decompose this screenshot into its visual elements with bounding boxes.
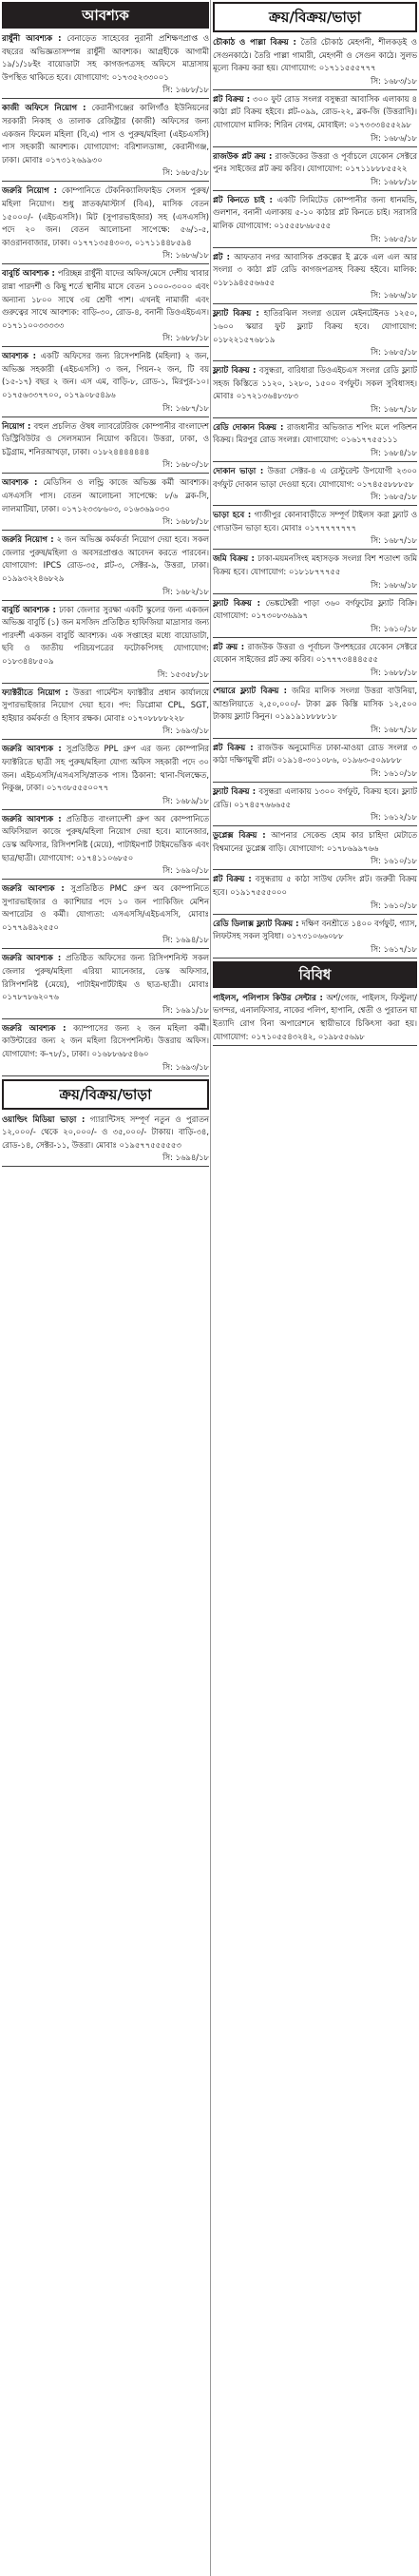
ad-separator	[213, 549, 417, 550]
ad-lead: জরুরি আবশ্যক :	[2, 883, 65, 894]
ad-body	[213, 992, 417, 1043]
ad-lead: প্লট বিক্রয় :	[213, 93, 251, 104]
ad-separator	[213, 782, 417, 783]
ad-lead: রাজউক প্লট ক্রয় :	[213, 150, 273, 161]
ad-body	[213, 552, 417, 578]
ad-code: সি: ১৬৮৬/১৮	[371, 290, 417, 300]
ad-body	[2, 1114, 209, 1152]
ad-text: রাজউক অনুমোদিত ঢাকা-মাওয়া রোড সংলগ্ন ৩ কাঠা দক্ষিণমুখী প্লট। ০১৯১৪-৩০১০৮৬, ০১৯৬৩-৫০৯৮৮৮	[213, 742, 418, 765]
classified-ad	[2, 533, 209, 600]
ad-lead: ফ্ল্যাট বিক্রয় :	[213, 597, 260, 608]
ad-separator	[213, 869, 417, 870]
ad-code: সি: ১৬৮৬/১৮	[162, 250, 209, 261]
ad-text: বসুন্ধরা এলাকায় ১৩০০ বর্গফুট, বিক্রয় হবে। ফ্ল্যাট রেডি। ০১৭৪৫৭৬৬৬৫৫	[213, 785, 417, 809]
classified-ad	[213, 992, 417, 1046]
classified-ad	[2, 420, 209, 475]
ad-body	[213, 194, 417, 233]
ad-text: হাতিরঝিল সংলগ্ন ওয়েল মেইনটেইনড ১২৫০, ১৬০০ স্কয়ার ফুট ফ্ল্যাট বিক্রয় হবে। যোগাযোগ: ০১৮২২১৫৭৬৮১৯	[213, 308, 417, 344]
ad-code: সি: ১৬৯৪/১৮	[162, 1152, 209, 1163]
ad-body	[2, 267, 209, 332]
ad-body	[213, 742, 417, 767]
ad-text: রাজউক উত্তরা ও পূর্বাচল উপশহরের যেকোন সেক্টরে যেকোন সাইজের প্লট ক্রয় করিব। ০১৭৭৭৩৪৪৪৫৫৫	[213, 641, 417, 665]
ad-body	[2, 604, 209, 668]
ad-body	[213, 36, 417, 75]
ad-code: সি: ১৬১০/১৮	[371, 623, 417, 633]
ad-separator	[2, 683, 209, 684]
ad-lead: জরুরি আবশ্যক :	[2, 813, 62, 823]
ad-separator	[2, 346, 209, 347]
ad-body	[213, 597, 417, 623]
ad-body	[2, 533, 209, 585]
ad-code: সি: ১৬৮৫/১৮	[162, 167, 209, 178]
ad-lead: জমি বিক্রয় :	[213, 553, 255, 564]
ad-text: দক্ষিণ বনশ্রীতে ১৪০০ বর্গফুট, গ্যাস, লিফটসহ সকল সুবিধা। ০১৭৩১০৬৬০৮৮	[213, 918, 417, 941]
ad-separator	[213, 738, 417, 739]
ad-lead: পাইলস, পলিপাস কিউর সেন্টার :	[213, 992, 323, 1002]
section-header-wanted: আবশ্যক	[2, 2, 209, 29]
classified-ad	[2, 952, 209, 1018]
ad-text: ২ জন অভিজ্ঞ কর্মকর্তা নিয়োগ দেয়া হবে। সকল জেলার পুরুষ/মহিলা ও অবসরপ্রাপ্তও আবেদন করতে পারবেন। যোগাযোগ: IPCS রোড-৩৫, প্লট-৩, সেক্টর-৯, উত্তরা, ঢাকা। ০১৯৯৩২২৪৬৮২৯	[2, 534, 209, 583]
ad-text: জমির মালিক সংলগ্ন উত্তরা বাউনিয়া, আশুলিয়াতে ২,৫০,০০০/- টাকা ব্লক কিস্তি মাসিক ১২,৫০০ টাকায় ফ্ল্যাট কিনুন। ০১৯১৯১৮৮৮৮১৮	[213, 686, 417, 722]
classified-ad	[2, 1022, 209, 1076]
ad-lead: ফ্ল্যাট বিক্রয় :	[213, 365, 257, 376]
ad-separator	[2, 1018, 209, 1019]
ad-separator	[213, 505, 417, 506]
ad-separator	[213, 417, 417, 418]
ad-separator	[213, 89, 417, 90]
ad-body	[213, 93, 417, 132]
ad-body	[213, 364, 417, 403]
ad-separator	[213, 247, 417, 248]
buy-sell-ads-list	[213, 36, 417, 959]
ad-lead: নিয়োগ :	[2, 420, 31, 431]
ad-separator	[213, 681, 417, 682]
ad-lead: জরুরি আবশ্যক :	[2, 953, 62, 963]
ad-separator	[2, 600, 209, 601]
ad-separator	[2, 948, 209, 949]
ad-separator	[2, 739, 209, 740]
classified-ad	[213, 150, 417, 191]
ad-lead: ফ্ল্যাট বিক্রয় :	[213, 308, 259, 319]
ad-body	[2, 420, 209, 459]
ad-body	[213, 307, 417, 346]
ad-code: সি: ১৫৩৫৮/১৮	[157, 668, 209, 679]
classified-ad	[213, 829, 417, 870]
ad-separator	[2, 879, 209, 880]
ad-lead: প্লট :	[213, 251, 231, 261]
ad-text: বহুল প্রচলিত ঔষধ ল্যাবরেটরিজ কোম্পানীর বাংলাদেশ ডিস্ট্রিবিউটর ও সেলসম্যান নিয়োগ করিবে। উত্তরা, ঢাকা, ও চট্টগ্রাম, শনিরআখড়া, ঢাকা। ০১৮২৪৪৪৪৪৪৪	[2, 420, 209, 456]
ad-code: সি: ১৬৮৫/১৮	[371, 492, 417, 502]
ad-separator	[2, 263, 209, 264]
ad-body	[213, 785, 417, 811]
ad-code: সি: ১৬৮৩/১৮	[371, 75, 417, 86]
ad-code: সি: ১৬৯১/১৮	[162, 1004, 209, 1015]
classified-ad	[2, 350, 209, 416]
ad-code: সি: ১৬৮৯/১৮	[162, 795, 209, 805]
ad-body	[2, 743, 209, 794]
ad-body	[213, 685, 417, 724]
section-header-buy-sell-rent: ক্রয়/বিক্রয়/ভাড়া	[213, 2, 417, 32]
ad-lead: ফ্যাক্টরীতে নিয়োগ :	[2, 687, 68, 697]
classified-ad	[213, 194, 417, 248]
ad-body	[2, 476, 209, 515]
ad-code: সি: ১৬৯৪/১৮	[162, 935, 209, 945]
right-column	[213, 2, 417, 1049]
ad-body	[213, 918, 417, 943]
ad-text: আফতাব নগর আবাসিক প্রকল্পের ই ব্লকে এল এল আর সংলগ্ন ৩ কাঠা প্লট রেডি কাগজপত্রসহ বিক্রয় হইবে। মালিক: ০১৮১৯৪৫৫৬৬৫৫	[213, 251, 417, 287]
ad-text: উত্তরা সেক্টর-৪ এ রেস্টুরেন্ট উপযোগী ২৩০০ বর্গফুট দোকান ভাড়া দেওয়া হবে। যোগাযোগ: ০১৭৪৫৫৮৮৮৫৮	[213, 466, 417, 489]
ad-separator	[213, 637, 417, 638]
ad-lead: চৌকাঠ ও পাল্লা বিক্রয় :	[213, 37, 296, 47]
ad-code: সি: ১৬৮৫/১৮	[371, 347, 417, 358]
classified-ad	[213, 93, 417, 147]
ad-body	[2, 952, 209, 1003]
ad-text: ঢাকা জেলার সুরক্ষা একটি স্কুলের জন্য একজন অভিজ্ঞ বাবুর্চি (১) জন মসজিদ প্রতিষ্ঠিত হাফিজিয়া মাদ্রাসার জন্য পারদর্শী একজন বাবুর্চি আবশ্যক। এক সপ্তাহের মধ্যে বায়োডাটা, ছবি ও জাতীয় পরিচয়পত্রের ফটোকপিসহ যোগাযোগ: ০১৮৩৪৪৮৫০৯	[2, 604, 209, 666]
ad-separator	[213, 461, 417, 462]
ad-body	[213, 251, 417, 290]
ad-code: সি: ১৬৮০/১৮	[162, 459, 209, 470]
wanted-ads-list	[2, 32, 209, 1076]
ad-code: সি: ১৬৮৮/১৮	[162, 333, 209, 343]
ad-lead: জরুরি আবশ্যক :	[2, 744, 62, 754]
ad-separator	[2, 1166, 209, 1167]
classified-ad	[213, 873, 417, 914]
classified-ad	[213, 918, 417, 959]
ad-code: সি: ১৬৮৭/১৮	[162, 402, 209, 413]
ad-body	[2, 813, 209, 864]
ad-text: সুপ্রতিষ্ঠিত PPL গ্রুপ এর জন্য কোম্পানির ফ্যাক্টরিতে ছাত্রী সহ পুরুষ/মহিলা যোগ্য অফিস সহকারী পদে ৩০ জন। এইচএসসি/এসএসসি/স্নাতক পাস। ঠিকানা: থানা-খিলক্ষেত, নিকুঞ্জ, ঢাকা। ০১৭৩৮৫৫৫০০৭৭	[2, 744, 209, 793]
ad-separator	[213, 914, 417, 915]
ad-code: সি: ১৬৮৮/১৮	[162, 516, 209, 527]
ad-body	[2, 32, 209, 84]
section-header-misc: বিবিধ	[213, 961, 417, 988]
ad-text: বসুন্ধরা, বারিধারা ডিওএইচএস সংলগ্ন রেডি ফ্ল্যাট সহজ কিস্তিতে ১১২০, ১২৮০, ১৫০০ বর্গফুট। সকল সুবিধাসহ। মোবাঃ ০১৭২১৩৬৪৮৩৮৩	[213, 365, 417, 401]
ad-lead: বাবুর্চি আবশ্যক :	[2, 268, 55, 279]
ad-lead: কাজী অফিসে নিয়োগ :	[2, 103, 86, 113]
ad-text: ৩০০ ফুট রোড সংলগ্ন বসুন্ধরা আবাসিক এলাকায় ৪ কাঠা প্লট বিক্রয় হইবে। প্লট-০৯৯, রোড-২২, ব্লক-জি (উত্তরাদি)। যোগাযোগ মালিক: শিরিন বেগম, মোবাইল: ০১৭৩৩৩৪৫৫২৯৮	[213, 93, 417, 129]
ad-code: সি: ১৬৮৫/১৮	[371, 233, 417, 243]
ad-separator	[2, 530, 209, 531]
ad-body	[2, 687, 209, 726]
ad-text: বেনাড়েত সাহেবের নুরানী প্রশিক্ষণপ্রাপ্ত ও বছরের অভিজ্ঞতাসম্পন্ন রাধুঁনী আবশ্যক। আগ্রহীকে আগামী ১৯/১/১৮ইং বায়োডাটা সহ কাগজপত্রসহ অফিসে মাদ্রাসায় উপস্থিত থাকিতে হবে। যোগাযোগ: ০১৭৩৫২৩৩০০১	[2, 33, 210, 82]
ad-lead: রেডি ডিলাক্স ফ্ল্যাট বিক্রয় :	[213, 918, 299, 928]
ad-code: সি: ১৬৮৮/১৮	[162, 85, 209, 95]
classified-ad	[2, 184, 209, 264]
ad-separator	[213, 1045, 417, 1046]
ad-lead: আবশ্যক :	[2, 477, 38, 488]
classified-ad	[2, 267, 209, 347]
classified-ad	[2, 604, 209, 684]
ad-body	[213, 421, 417, 447]
ad-separator	[213, 593, 417, 594]
ad-code: সি: ১৬৮২/১৮	[162, 586, 209, 596]
ad-separator	[213, 825, 417, 826]
classified-ad	[213, 742, 417, 783]
ad-lead: ভাড়া হবে :	[213, 510, 252, 520]
ad-text: ভেঙ্কটেশ্বরী পাড়া ৩৬০ বর্গফুটের ফ্ল্যাট বিক্রি। যোগাযোগ: ০১৭৩০৮৩৬৯৯৭	[213, 597, 417, 621]
ad-text: পরিচ্ছন্ন রাধুঁনী যাদের অফিস/মেসে দেশীয় খাবার রান্না পারদর্শী ও কিছু শর্তে স্থানীয় মাসে বেতন ১০০০-৩০০০ এবং অন্যান্য ১৮০০ সাথে ৩য় শ্রেণী পাশ। এখনই নামাজী এবং গুরুত্বের সাথে আবশ্যক: বাড়ি-৩০, রোড-৪, বনানী ডিওএইচএস। ০১৭১১০০৩৩৩৩৩	[2, 268, 209, 330]
classified-ad	[213, 307, 417, 361]
ad-lead: প্লট ক্রয় :	[213, 641, 245, 651]
ad-text: প্রতিষ্ঠিত বাংলাদেশী গ্রুপ অব কোম্পানিতে অফিসিয়াল কাজে পুরুষ/মহিলা নিয়োগ দেয়া হবে। ম্যানেজার, ডেস্ক অফিসার, রিসিপশনিষ্ট (মেয়ে), পাটাইমপার্ট টাইমভেত্তিক এবং ছাত্র/ছাত্রী। যোগাযোগ: ০১৭৪১১০৬৮৫০	[2, 813, 209, 862]
ad-text: গ্যারান্টিসহ সম্পূর্ণ নতুন ও পুরাতন ১২,০০০/- থেকে ২০,০০০/- ও ৩৫,০০০/- টাকায়। বাড়ি-৩৪, রোড-১৪, সেক্টর-১১, উত্তরা। মোবাঃ ০১৯৫৭৭৫৫৫৫৫৩	[2, 1114, 209, 1150]
ad-lead: রেডি দোকান বিক্রয় :	[213, 421, 284, 432]
ad-body	[2, 184, 209, 249]
ad-body	[213, 150, 417, 176]
classified-ad	[2, 687, 209, 741]
ad-code: সি: ১৬৯০/১৮	[162, 865, 209, 876]
ad-lead: শেয়ারে ফ্ল্যাট বিক্রয় :	[213, 686, 287, 695]
ad-text: রাজউকের উত্তরা ও পূর্বাচলে যেকোন সেক্টরে পুনঃ সাইজের প্লট ক্রয় করিব। যোগাযোগ: ০১৭১১৮৮৮৫৫২২	[213, 150, 417, 174]
classified-ad	[213, 251, 417, 305]
ad-lead: জরুরি আবশ্যক :	[2, 1022, 67, 1033]
classified-ad	[2, 32, 209, 99]
ad-text: মেডিসিন ও লন্ড্রি কাজে অভিজ্ঞ কর্মী আবশ্যক। এসএসসি পাস। বেতন আলোচনা সাপেক্ষে: ৮/৬ ব্লক-সি, লালমাটিয়া, ঢাকা। ০১৭১২৩৩৮৬০৩, ০১৬৩৬৯০৩০	[2, 477, 209, 513]
ad-separator	[2, 181, 209, 182]
ad-lead: প্লট কিনতে চাই :	[213, 194, 273, 204]
ad-lead: দোকান ভাড়া :	[213, 466, 264, 476]
column-divider	[210, 0, 211, 2576]
ad-code: সি: ১৬৮৭/১৮	[371, 535, 417, 546]
classified-ad	[2, 1114, 209, 1168]
classified-ad	[213, 36, 417, 90]
ad-text: ঢাকা-ময়মনসিংহ মহাসড়ক সংলগ্ন বিশ শতাংশ জমি বিক্রয় হবে। যোগাযোগ: ০১৮১৮৭৭৭৫৫	[213, 553, 417, 577]
classified-ad	[213, 597, 417, 638]
classified-ad	[213, 785, 417, 826]
ad-text: আপনার সেকেন্ড হোম কার চাহিদা মেটাতে বিশ্বমানের ডুপ্লেক্স বাড়ি। যোগাযোগ: ০১৭৮৬৯৯৭৬৬	[213, 830, 417, 853]
ad-text: অর্শ/গেজ, পাইলস, ফিস্টুলা/ভগন্দর, এনালফিসার, নাকের পলিপ, হাপানি, শ্বেতী ও পুরাতন ঘা ইত্যাদি রোগ বিনা অপারেশনে স্থায়ীভাবে চিকিৎসা করা হয়। যোগাযোগ: ০১৭১০৫৫৪৩২৪২, ০১৯৮৫৫৬৯৮	[213, 992, 417, 1041]
ad-text: ক্যাম্পাসের জন্য ২ জন মহিলা কর্মী। কাউন্টারের জন্য ২ জন মহিলা রিসেপশনিস্ট। উত্তরায় অফিস। যোগাযোগ: ক-৭৮/১, ঢাকা। ০১৬৮৮৬৮৫৪৬০	[2, 1022, 209, 1059]
ad-text: গাজীপুর কোনাবাড়ীতে সম্পূর্ণ টাইলস করা ফ্ল্যাট ও গোডাউন ভাড়া হবে। মোবাঃ ০১৭৭৭৭৭৭৭৭	[213, 510, 418, 533]
ad-separator	[2, 416, 209, 417]
ad-body	[2, 882, 209, 934]
ad-lead: জরুরি নিয়োগ :	[2, 534, 54, 545]
ad-separator	[213, 303, 417, 304]
left-column	[2, 2, 209, 1170]
ad-body	[213, 641, 417, 667]
ad-code: সি: ১৬৮৮/১৮	[371, 668, 417, 677]
ad-body	[213, 465, 417, 491]
ad-separator	[2, 1075, 209, 1076]
ad-text: উত্তরা গার্মেন্টস ফ্যাক্টরীর প্রধান কার্যালয়ে সুপারভাইজার নিয়োগ দেয়া হবে। পদ: ডিপ্লোমা CPL, SGT, হাইয়ার কর্মকর্তা ও হিসাব রক্ষক। মোবাঃ ০১৭০৮৮৮৮২২৮	[2, 687, 209, 723]
ad-code: সি: ১৬৮৭/১৮	[371, 403, 417, 414]
ad-code: সি: ১৬৯৩/১৮	[162, 1061, 209, 1072]
classified-ad	[2, 102, 209, 182]
ad-separator	[213, 190, 417, 191]
ad-lead: প্লট বিক্রয় :	[213, 874, 252, 884]
ad-code: সি: ১৬৮৮/১৮	[371, 176, 417, 186]
ad-text: একটি লিমিটেড কোম্পানীর জন্য ধানমন্ডি, গুলশান, বনানী এলাকায় ৫-১০ কাঠার প্লট কিনতে চাই। সরাসরি মালিক যোগাযোগ: ০১৫৫৫৮৬৮৫৫৫	[213, 194, 418, 230]
section-header-buy-sell-rent-left: ক্রয়/বিক্রয়/ভাড়া	[2, 1079, 209, 1110]
ad-lead: বাবুর্চি আবশ্যক :	[2, 604, 56, 614]
classified-ad	[2, 476, 209, 531]
ad-code: সি: ১৬১০/১৮	[371, 767, 417, 778]
ad-code: সি: ১৬৮৬/১৮	[371, 579, 417, 590]
ad-code: সি: ১৬৮৪/১৮	[371, 448, 417, 458]
classified-ad	[2, 882, 209, 949]
ad-body	[213, 829, 417, 855]
ad-text: সুপ্রতিষ্ঠিত PMC গ্রুপ অব কোম্পানিতে সুপারভাইজার ও ক্যাশিয়ার পদে ১০ জন প্যাকিজিং মেশিন অপারেটর ও কর্মী। যোগ্যতা: এসএসসি/এইচএসসি, মোবাঃ ০১৭৭৯৪৯২৫৫০	[2, 883, 209, 932]
classified-ad	[213, 552, 417, 593]
ad-separator	[2, 809, 209, 810]
classified-ad	[213, 685, 417, 739]
ad-lead: ডুপ্লেক্স বিক্রয় :	[213, 830, 266, 841]
ad-code: সি: ১৬৮৬/১৮	[371, 132, 417, 143]
classified-ad	[213, 641, 417, 682]
ad-body	[2, 350, 209, 401]
ad-body	[2, 1022, 209, 1061]
ad-separator	[213, 146, 417, 147]
ad-separator	[213, 958, 417, 959]
ad-code: সি: ১৬৮৭/১৮	[371, 724, 417, 734]
classified-ad	[213, 421, 417, 462]
ad-body	[2, 102, 209, 166]
ad-code: সি: ১৬৯৩/১৮	[162, 726, 209, 736]
ad-separator	[2, 98, 209, 99]
ad-text: একটি অফিসের জন্য রিসেপশনিষ্ট (মহিলা) ২ জন, অভিজ্ঞ সহকারী (এইচএসসি) ৩ জন, পিয়ন-২ জন, টি বয় (১৫-১৭) বছর ২ জন। এস এম, বাড়ি-৮, রোড-১, মিরপুর-১০। ০১৭৫৬৩৩৭৭০০, ০১৭৯০৮৫৪৯৬	[2, 351, 209, 400]
classified-ad	[213, 465, 417, 506]
ad-code: সি: ১৬১২/১৮	[371, 812, 417, 823]
ad-lead: ফ্ল্যাট বিক্রয় :	[213, 785, 257, 796]
ad-text: কোম্পানিতে টেকনিক্যালিফাইড সেলস পুরুষ/মহিলা নিয়োগ। শুধু স্নাতক/মাস্টার্স (বিএ), মাসিক বেতন ১৫০০০/- (এইচএসসি)। মিট (সুপারভাইজার) সহ (এসএসসি) পদে ২০ জন। বেতন আলোচনা সাপেক্ষে: ৫৬/১-৫, কাওরানবাজার, ঢাকা। ০১৭৭১৩৫৪৩০৩, ০১৭১১৪৪৮৫৯৪	[2, 185, 209, 247]
classified-ad	[213, 364, 417, 418]
ad-separator	[213, 360, 417, 361]
ad-lead: রাধুঁনী আবশ্যক :	[2, 33, 62, 43]
misc-ads-list	[213, 992, 417, 1046]
ad-lead: জরুরি নিয়োগ :	[2, 185, 57, 196]
ad-code: সি: ১৬১০/১৮	[371, 900, 417, 910]
ad-text: কেরানীগঞ্জের কালিগাঁও ইউনিয়নের সরকারী নিকাহ ও তালাক রেজিষ্ট্রার (কাজী) অফিসের জন্য একজন ফিমেল মহিলা (বি,এ) পাস ও পুরুষ/মহিলা (এইচএসসি) পাস সহকারী আবশ্যক। যোগাযোগ: বরিশালডাঙ্গা, কেরানীগঞ্জ, ঢাকা। মোবাঃ ০১৭৩১২৬৯৯৩০	[2, 103, 209, 165]
buy-sell-ads-list-left	[2, 1114, 209, 1168]
classified-ad	[2, 813, 209, 880]
ad-text: তৈরি চৌকাঠ মেহগনী, শীলকড়ই ও সেগুনকাঠে। তৈরি পাল্লা গামারী, মেহগনী ও সেগুন কাঠে। সুলভ মূল্যে বিক্রয় করা হয়। যোগাযোগ: ০১৭১১৫৫৫৭৭৭	[213, 37, 417, 73]
ad-text: বসুন্ধরায় ৫ কাঠা সাউথ ফেসিং প্লট। জরুরী বিক্রয় হবে। ০১৯১৭৫৫৫০০০	[213, 874, 417, 897]
ad-text: প্রতিষ্ঠিত অফিসের জন্য রিসিপশনিস্ট সকল জেলার পুরুষ/মহিলা এরিয়া ম্যানেজার, ডেস্ক অফিসার, রিসিপশনিষ্ট (মেয়ে), পাটাইমপার্টটাইম ও ছাত্র-ছাত্রী। মোবাঃ ০১৭৮৭৮৬২০৭৬	[2, 953, 209, 1002]
ad-code: সি: ১৬১০/১৮	[371, 856, 417, 866]
classified-ad	[213, 509, 417, 550]
ad-body	[213, 509, 417, 534]
ad-text: রাজধানীর অভিজাত শপিং মলে পজিশন বিক্রয়। মিরপুর রোড সংলগ্ন। যোগাযোগ: ০১৬১৭৭৫৫১১১	[213, 421, 418, 445]
ad-code: সি: ১৬১৭/১৮	[371, 943, 417, 954]
ad-separator	[2, 473, 209, 474]
ad-body	[213, 873, 417, 899]
ad-lead: প্লট বিক্রয় :	[213, 742, 254, 752]
classified-ad	[2, 743, 209, 809]
ad-lead: ওয়াল্ডিং মিডিয়া ভাড়া :	[2, 1114, 86, 1124]
ad-lead: আবশ্যক :	[2, 351, 36, 361]
